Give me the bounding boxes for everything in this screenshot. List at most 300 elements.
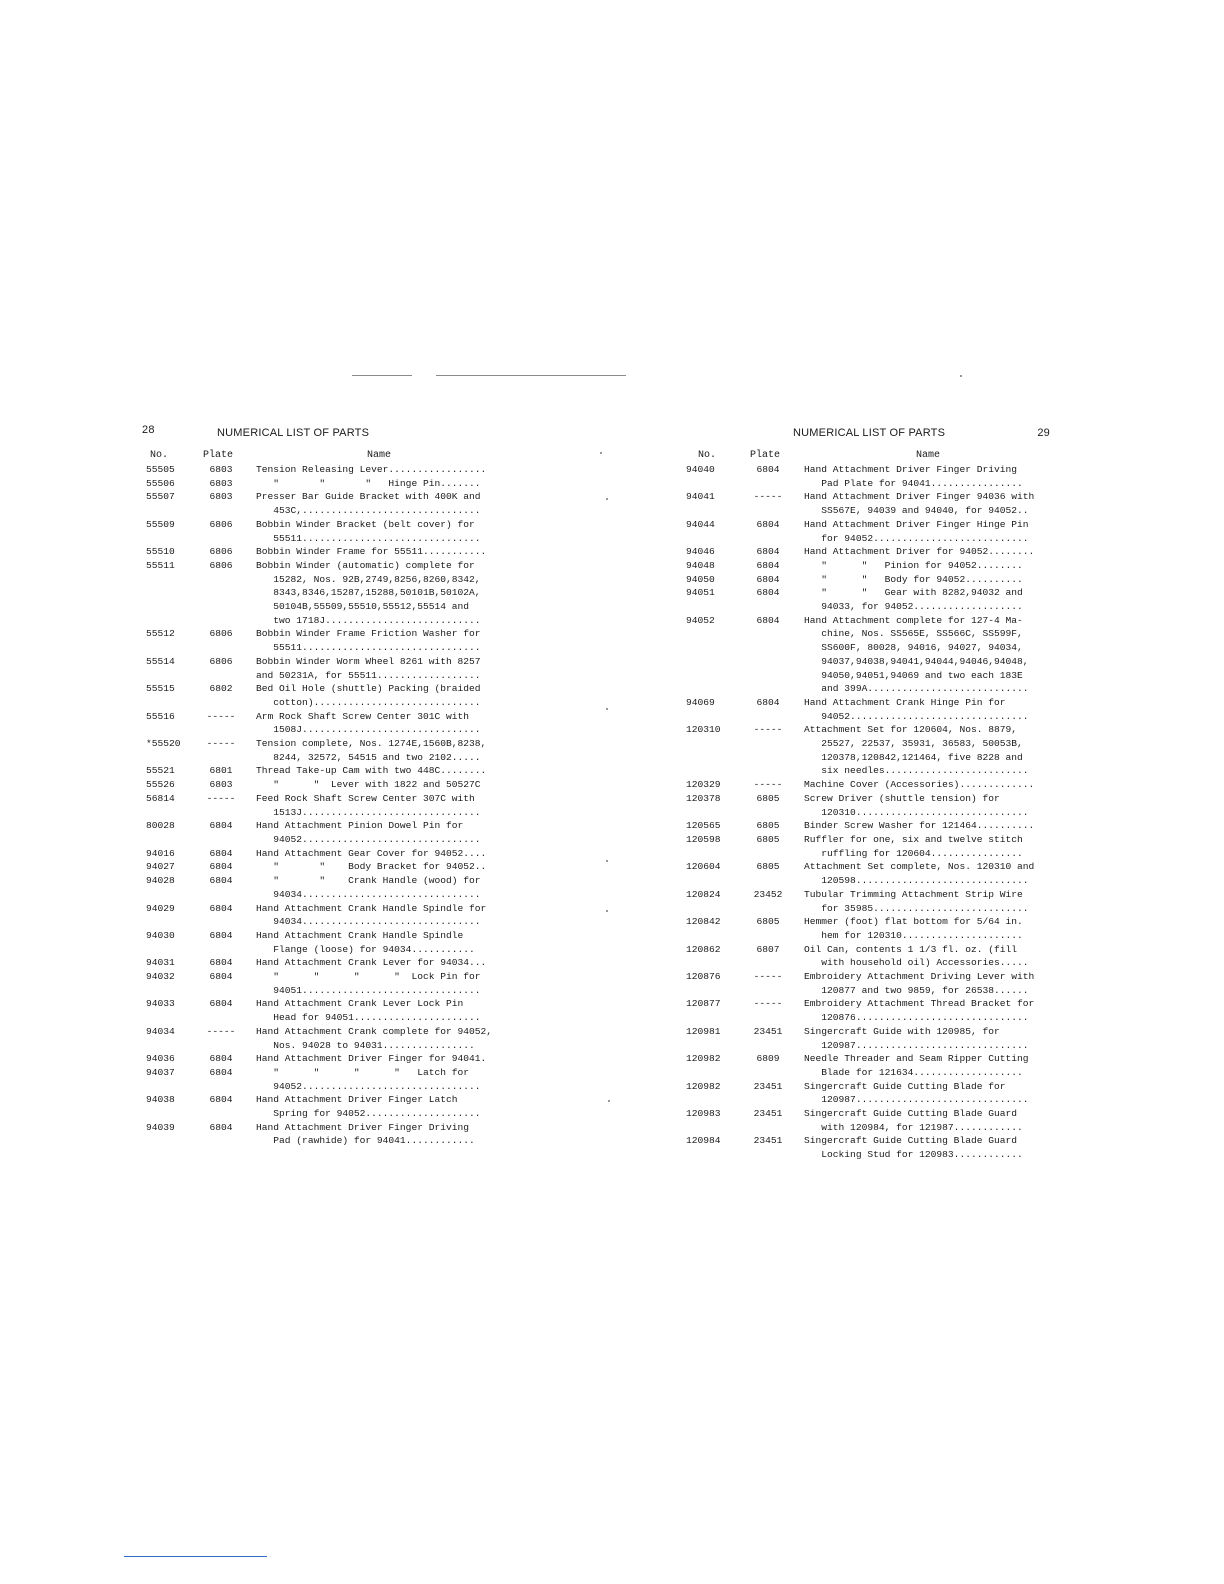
part-name: Bed Oil Hole (shuttle) Packing (braided (256, 683, 481, 695)
part-number: 94048 (686, 559, 715, 571)
part-name: Bobbin Winder Bracket (belt cover) for (256, 518, 475, 530)
table-row (140, 490, 510, 504)
part-number: 120984 (686, 1135, 721, 1147)
part-number (686, 984, 736, 998)
left-page (140, 424, 510, 1148)
table-row (140, 792, 510, 806)
part-number (686, 751, 736, 765)
table-row (686, 806, 1058, 820)
part-name: Ruffler for one, six and twelve stitch (804, 833, 1023, 845)
part-number: 94039 (146, 1121, 175, 1133)
part-number: 120982 (686, 1053, 721, 1065)
part-name: Arm Rock Shaft Screw Center 301C with (256, 710, 470, 722)
part-number (686, 669, 736, 683)
part-number (140, 888, 194, 902)
plate-number: 6805 (756, 833, 780, 845)
part-name: Singercraft Guide Cutting Blade for (804, 1080, 1006, 1092)
scan-speck (600, 452, 602, 454)
table-row (140, 1121, 510, 1135)
part-name: Screw Driver (shuttle tension) for (804, 792, 1000, 804)
part-name: Head for 94051...................... (256, 1012, 481, 1024)
plate-number (194, 504, 248, 518)
plate-number: 6804 (756, 614, 780, 626)
table-row (140, 641, 510, 655)
part-name: Bobbin Winder Frame Friction Washer for (256, 628, 481, 640)
part-number: 120329 (686, 779, 721, 791)
part-name: 120877 and two 9859, for 26538...... (804, 984, 1029, 996)
table-row (686, 1121, 1058, 1135)
part-number (686, 600, 736, 614)
part-name: Hand Attachment complete for 127-4 Ma- (804, 614, 1023, 626)
part-name: Singercraft Guide Cutting Blade Guard (804, 1135, 1018, 1147)
part-name: Thread Take-up Cam with two 448C........ (256, 765, 487, 777)
part-number (140, 915, 194, 929)
plate-number: ----- (753, 491, 783, 503)
part-name: " " Gear with 8282,94032 and (804, 587, 1023, 599)
part-name: with household oil) Accessories..... (804, 957, 1029, 969)
plate-number (736, 504, 800, 518)
part-name: 94052............................... (256, 1080, 481, 1092)
part-number (140, 943, 194, 957)
part-name: Hand Attachment Driver Finger Latch (256, 1094, 458, 1106)
part-number (686, 504, 736, 518)
plate-number (736, 655, 800, 669)
column-headers (140, 450, 510, 463)
table-row (140, 970, 510, 984)
plate-number: 6804 (209, 875, 233, 887)
part-name: " " Body Bracket for 94052.. (256, 861, 487, 873)
part-name: Flange (loose) for 94034........... (256, 943, 475, 955)
plate-number (736, 874, 800, 888)
part-number (140, 984, 194, 998)
part-name: Attachment Set complete, Nos. 120310 and (804, 861, 1035, 873)
plate-number (736, 710, 800, 724)
part-name: Hand Attachment Driver Finger Hinge Pin (804, 518, 1029, 530)
table-row (686, 847, 1058, 861)
part-name: chine, Nos. SS565E, SS566C, SS599F, (804, 628, 1023, 640)
table-row (686, 778, 1058, 792)
table-row (686, 819, 1058, 833)
part-number: 56814 (146, 792, 175, 804)
part-name: Feed Rock Shaft Screw Center 307C with (256, 792, 475, 804)
part-name: 453C,............................... (256, 505, 481, 517)
table-row (140, 600, 510, 614)
table-row (686, 1052, 1058, 1066)
scan-speck (606, 860, 608, 862)
table-row (140, 614, 510, 628)
scan-speck (606, 708, 608, 710)
table-row (140, 1039, 510, 1053)
part-number: 120310 (686, 724, 721, 736)
part-number: 94044 (686, 518, 715, 530)
scan-speck (606, 910, 608, 912)
column-header-name: Name (916, 450, 941, 461)
part-number: 120877 (686, 998, 721, 1010)
page-number: 28 (142, 424, 155, 436)
part-number (686, 1011, 736, 1025)
part-number: 94030 (146, 929, 175, 941)
part-name: " " Pinion for 94052........ (804, 559, 1023, 571)
table-row (686, 888, 1058, 902)
table-row (686, 874, 1058, 888)
plate-number: 6806 (209, 628, 233, 640)
part-name: 8343,8346,15287,15288,50101B,50102A, (256, 587, 481, 599)
footer-rule (124, 1556, 267, 1557)
table-row (686, 1025, 1058, 1039)
table-row (140, 573, 510, 587)
part-number (686, 1093, 736, 1107)
part-number: 55506 (146, 477, 175, 489)
plate-number (194, 573, 248, 587)
part-number: 94029 (146, 902, 175, 914)
part-name: Tension complete, Nos. 1274E,1560B,8238, (256, 738, 487, 750)
column-header-name: Name (367, 450, 392, 461)
plate-number (736, 477, 800, 491)
plate-number: 6804 (209, 902, 233, 914)
plate-number: 6802 (209, 683, 233, 695)
part-number: 55521 (146, 765, 175, 777)
table-row (686, 1011, 1058, 1025)
part-name: 15282, Nos. 92B,2749,8256,8260,8342, (256, 573, 481, 585)
plate-number: 6804 (209, 929, 233, 941)
part-name: 55511............................... (256, 532, 481, 544)
table-row (686, 641, 1058, 655)
plate-number: 6806 (209, 655, 233, 667)
table-row (140, 737, 510, 751)
table-row (140, 696, 510, 710)
part-number (686, 477, 736, 491)
table-row (686, 696, 1058, 710)
table-row (140, 545, 510, 559)
plate-number (736, 1148, 800, 1162)
table-row (686, 1093, 1058, 1107)
part-name: 120598.............................. (804, 875, 1029, 887)
part-name: Binder Screw Washer for 121464.......... (804, 820, 1035, 832)
part-name: 120987.............................. (804, 1039, 1029, 1051)
part-number: 94033 (146, 998, 175, 1010)
plate-number: 23451 (753, 1025, 783, 1037)
plate-number: 6804 (209, 1121, 233, 1133)
part-number: 94027 (146, 861, 175, 873)
column-header-no: No. (150, 450, 169, 461)
plate-number: 6807 (756, 943, 780, 955)
plate-number: ----- (206, 710, 236, 722)
table-row (140, 1052, 510, 1066)
part-number (140, 1134, 194, 1148)
part-number: 94032 (146, 971, 175, 983)
table-row (140, 1080, 510, 1094)
part-number: 94016 (146, 847, 175, 859)
part-number: 94037 (146, 1066, 175, 1078)
table-row (140, 1066, 510, 1080)
plate-number (194, 723, 248, 737)
part-name: " " Crank Handle (wood) for (256, 875, 481, 887)
plate-number: 6809 (756, 1053, 780, 1065)
part-name: Hand Attachment Crank Handle Spindle for (256, 902, 487, 914)
part-name: Hemmer (foot) flat bottom for 5/64 in. (804, 916, 1023, 928)
table-row (140, 751, 510, 765)
plate-number: 6804 (209, 1053, 233, 1065)
table-row (140, 819, 510, 833)
part-number (686, 847, 736, 861)
part-name: 25527, 22537, 35931, 36583, 50053B, (804, 738, 1023, 750)
part-number (686, 627, 736, 641)
plate-number (736, 751, 800, 765)
table-row (140, 1134, 510, 1148)
table-row (140, 655, 510, 669)
table-row (686, 860, 1058, 874)
table-row (140, 833, 510, 847)
table-row (686, 751, 1058, 765)
column-header-no: No. (698, 450, 717, 461)
table-row (140, 532, 510, 546)
scan-speck (608, 1100, 610, 1102)
plate-number: 6804 (209, 998, 233, 1010)
plate-number (194, 751, 248, 765)
part-number (140, 600, 194, 614)
part-number (140, 833, 194, 847)
part-name: 94051............................... (256, 984, 481, 996)
part-number: 120862 (686, 943, 721, 955)
part-name: Bobbin Winder (automatic) complete for (256, 559, 475, 571)
table-row (686, 586, 1058, 600)
part-name: Pad (rawhide) for 94041............ (256, 1135, 475, 1147)
table-row (686, 1107, 1058, 1121)
plate-number (736, 1121, 800, 1135)
part-number (686, 806, 736, 820)
part-number (140, 532, 194, 546)
part-number: 94051 (686, 587, 715, 599)
scan-line (352, 375, 412, 376)
part-number: 120604 (686, 861, 721, 873)
part-name: for 35985........................... (804, 902, 1029, 914)
table-row (686, 1039, 1058, 1053)
part-number: 94038 (146, 1094, 175, 1106)
plate-number: ----- (206, 738, 236, 750)
part-name: 94050,94051,94069 and two each 183E (804, 669, 1023, 681)
part-number: 80028 (146, 820, 175, 832)
plate-number: ----- (753, 724, 783, 736)
table-row (686, 490, 1058, 504)
part-name: six needles......................... (804, 765, 1029, 777)
part-name: Hand Attachment Crank Handle Spindle (256, 929, 464, 941)
part-name: cotton)............................. (256, 696, 481, 708)
plate-number (194, 696, 248, 710)
table-row (686, 943, 1058, 957)
part-name: Machine Cover (Accessories)............. (804, 779, 1035, 791)
table-row (140, 860, 510, 874)
table-row (686, 559, 1058, 573)
part-number: 120876 (686, 971, 721, 983)
part-name: Hand Attachment Driver Finger Driving (804, 464, 1018, 475)
part-number: 55511 (146, 559, 175, 571)
table-row (686, 600, 1058, 614)
part-number (140, 1011, 194, 1025)
plate-number (194, 984, 248, 998)
table-row (140, 874, 510, 888)
part-number (686, 902, 736, 916)
plate-number (194, 669, 248, 683)
plate-number (194, 1080, 248, 1094)
table-row (140, 586, 510, 600)
page-header (686, 424, 1058, 442)
table-row (686, 504, 1058, 518)
table-row (686, 573, 1058, 587)
table-row (140, 1011, 510, 1025)
table-row (686, 477, 1058, 491)
table-row (140, 559, 510, 573)
part-name: 50104B,55509,55510,55512,55514 and (256, 601, 470, 613)
plate-number (736, 902, 800, 916)
part-name: " " Lever with 1822 and 50527C (256, 779, 481, 791)
part-name: 94037,94038,94041,94044,94046,94048, (804, 655, 1029, 667)
part-number: 94028 (146, 875, 175, 887)
plate-number: ----- (206, 1025, 236, 1037)
plate-number (194, 1134, 248, 1148)
plate-number: ----- (753, 971, 783, 983)
table-row (686, 1134, 1058, 1148)
table-row (140, 627, 510, 641)
part-name: 120876.............................. (804, 1012, 1029, 1024)
page-number: 29 (1037, 427, 1050, 439)
part-number (140, 1080, 194, 1094)
plate-number: 6806 (209, 546, 233, 558)
plate-number (194, 915, 248, 929)
part-number: 120983 (686, 1108, 721, 1120)
table-row (140, 1025, 510, 1039)
table-row (140, 915, 510, 929)
part-number: 55515 (146, 683, 175, 695)
part-number (140, 806, 194, 820)
part-number: 55505 (146, 464, 175, 475)
part-name: Hand Attachment Driver Finger 94036 with (804, 491, 1035, 503)
part-number (686, 956, 736, 970)
part-name: " " " " Latch for (256, 1066, 470, 1078)
plate-number (194, 806, 248, 820)
part-number: 94052 (686, 614, 715, 626)
part-number: 94046 (686, 546, 715, 558)
scan-line (436, 375, 626, 376)
part-number: 55512 (146, 628, 175, 640)
part-name: 120310.............................. (804, 806, 1029, 818)
table-row (686, 1066, 1058, 1080)
part-number (686, 682, 736, 696)
part-name: Attachment Set for 120604, Nos. 8879, (804, 724, 1018, 736)
table-row (140, 518, 510, 532)
table-row (686, 1148, 1058, 1162)
plate-number: 6803 (209, 491, 233, 503)
part-name: 55511............................... (256, 642, 481, 654)
table-row (686, 463, 1058, 477)
part-name: 94034............................... (256, 916, 481, 928)
part-name: Hand Attachment Crank Hinge Pin for (804, 696, 1006, 708)
table-row (686, 627, 1058, 641)
plate-number: 6804 (756, 573, 780, 585)
page-header (140, 424, 510, 442)
plate-number (736, 627, 800, 641)
table-row (140, 943, 510, 957)
plate-number: 6803 (209, 464, 233, 475)
plate-number: 6804 (209, 820, 233, 832)
part-number (686, 655, 736, 669)
part-number: 120824 (686, 888, 721, 900)
part-number (686, 874, 736, 888)
part-name: 1508J............................... (256, 724, 481, 736)
part-name: " " " Hinge Pin....... (256, 477, 481, 489)
plate-number: 23451 (753, 1080, 783, 1092)
part-name: ruffling for 120604................ (804, 847, 1023, 859)
part-number: 55516 (146, 710, 175, 722)
plate-number: 6801 (209, 765, 233, 777)
table-row (140, 669, 510, 683)
plate-number (194, 888, 248, 902)
table-row (140, 723, 510, 737)
table-row (686, 614, 1058, 628)
table-row (686, 710, 1058, 724)
part-number: 55510 (146, 546, 175, 558)
part-name: Bobbin Winder Frame for 55511........... (256, 546, 487, 558)
part-name: with 120984, for 121987............ (804, 1121, 1023, 1133)
part-number (140, 573, 194, 587)
table-row (686, 682, 1058, 696)
plate-number (736, 984, 800, 998)
plate-number: 23451 (753, 1108, 783, 1120)
part-number (686, 532, 736, 546)
part-number: 120598 (686, 833, 721, 845)
table-row (140, 929, 510, 943)
plate-number (194, 1107, 248, 1121)
plate-number: 6804 (209, 1094, 233, 1106)
parts-list (140, 463, 510, 1148)
plate-number (194, 532, 248, 546)
table-row (686, 833, 1058, 847)
table-row (140, 902, 510, 916)
part-name: hem for 120310..................... (804, 929, 1023, 941)
plate-number (194, 614, 248, 628)
part-name: Hand Attachment Pinion Dowel Pin for (256, 820, 464, 832)
part-number (686, 641, 736, 655)
plate-number: ----- (753, 779, 783, 791)
part-name: Nos. 94028 to 94031................ (256, 1039, 475, 1051)
part-number (686, 929, 736, 943)
part-number: 120842 (686, 916, 721, 928)
part-name: SS600F, 80028, 94016, 94027, 94034, (804, 642, 1023, 654)
plate-number (736, 600, 800, 614)
part-name: SS567E, 94039 and 94040, for 94052.. (804, 505, 1029, 517)
part-name: Hand Attachment Driver Finger Driving (256, 1121, 470, 1133)
part-name: Hand Attachment Crank complete for 94052, (256, 1025, 493, 1037)
part-name: Hand Attachment Crank Lever Lock Pin (256, 998, 464, 1010)
table-row (686, 902, 1058, 916)
part-number: 94034 (146, 1025, 175, 1037)
part-number: *55520 (146, 738, 181, 750)
part-name: Embroidery Attachment Thread Bracket for (804, 998, 1035, 1010)
part-name: 1513J............................... (256, 806, 481, 818)
part-number (140, 1107, 194, 1121)
table-row (686, 970, 1058, 984)
plate-number (736, 764, 800, 778)
column-header-plate: Plate (750, 450, 781, 461)
table-row (686, 655, 1058, 669)
part-number (140, 614, 194, 628)
plate-number (736, 682, 800, 696)
plate-number (194, 1039, 248, 1053)
plate-number: 6804 (209, 971, 233, 983)
plate-number: 6804 (756, 559, 780, 571)
part-number: 120981 (686, 1025, 721, 1037)
plate-number: 6806 (209, 559, 233, 571)
part-name: Locking Stud for 120983............ (804, 1149, 1023, 1161)
